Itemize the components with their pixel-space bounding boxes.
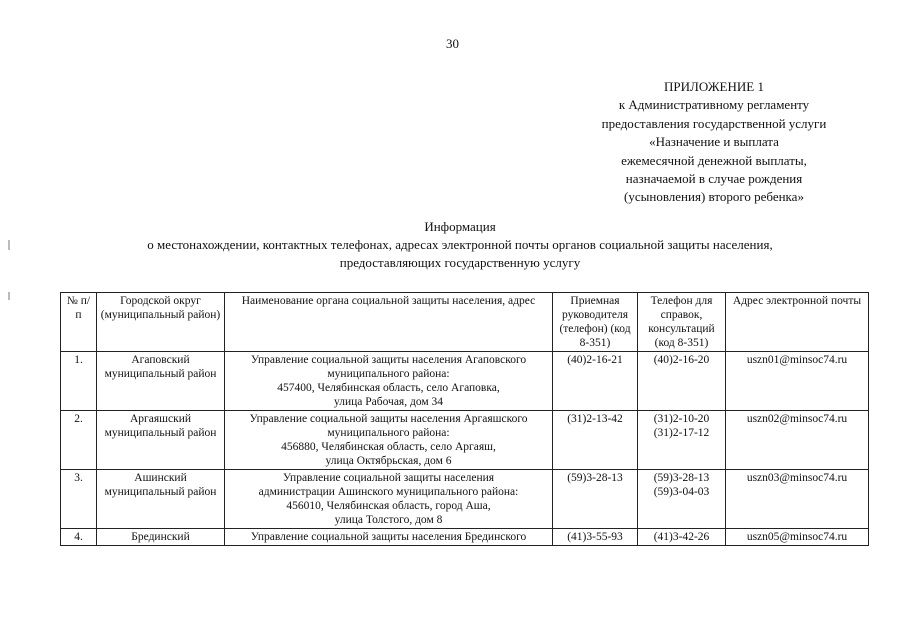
row-email: uszn03@minsoc74.ru xyxy=(726,470,869,529)
row-district: Аргаяшский муниципальный район xyxy=(97,411,225,470)
table-row xyxy=(61,470,869,529)
phone-line: (59)3-28-13 xyxy=(653,472,710,484)
heading-subtitle: предоставляющих государственную услугу xyxy=(339,255,581,270)
appendix-line: ежемесячной денежной выплаты, xyxy=(621,152,807,168)
table-row xyxy=(61,352,869,411)
org-line: Управление социальной защиты населения Агаповского xyxy=(250,354,527,366)
heading-subtitle: о местонахождении, контактных телефонах, адресах электронной почты органов социальной защиты населения, xyxy=(147,237,773,252)
header-info-phone: Телефон для справок, консультаций (код 8-351) xyxy=(638,293,726,352)
row-district: Агаповский муниципальный район xyxy=(97,352,225,411)
header-email: Адрес электронной почты xyxy=(726,293,869,352)
phone-line: (40)2-16-20 xyxy=(653,354,710,366)
org-line: муниципального района: xyxy=(327,368,450,380)
row-organization xyxy=(225,352,553,411)
row-num: 1. xyxy=(61,352,97,411)
row-info-phone xyxy=(638,411,726,470)
row-reception-phone: (41)3-55-93 xyxy=(553,529,638,546)
table-header-row xyxy=(61,293,869,352)
org-line: Управление социальной защиты населения Брединского xyxy=(250,531,527,543)
heading-title: Информация xyxy=(424,219,496,234)
row-num: 4. xyxy=(61,529,97,546)
scan-artifact xyxy=(8,240,10,250)
row-info-phone xyxy=(638,352,726,411)
appendix-line: (усыновления) второго ребенка» xyxy=(624,189,804,205)
row-organization xyxy=(225,411,553,470)
table-row xyxy=(61,411,869,470)
org-line: муниципального района: xyxy=(327,427,450,439)
org-line: улица Рабочая, дом 34 xyxy=(333,396,444,408)
row-organization xyxy=(225,529,553,546)
org-line: Управление социальной защиты населения xyxy=(282,472,495,484)
org-line: 456010, Челябинская область, город Аша, xyxy=(286,500,491,512)
header-district: Городской округ (муниципальный район) xyxy=(97,293,225,352)
org-line: 457400, Челябинская область, село Агаповка, xyxy=(277,382,500,394)
row-email: uszn01@minsoc74.ru xyxy=(726,352,869,411)
appendix-line: предоставления государственной услуги xyxy=(601,115,827,131)
document-heading xyxy=(40,218,880,272)
header-reception-phone: Приемная руководителя (телефон) (код 8-351) xyxy=(553,293,638,352)
org-line: 456880, Челябинская область, село Аргаяш, xyxy=(281,441,496,453)
row-info-phone xyxy=(638,529,726,546)
row-district: Брединский xyxy=(97,529,225,546)
appendix-block xyxy=(560,78,868,207)
phone-line: (31)2-10-20 xyxy=(653,413,710,425)
row-reception-phone: (40)2-16-21 xyxy=(553,352,638,411)
page-number: 30 xyxy=(446,36,459,51)
phone-line: (31)2-17-12 xyxy=(653,427,710,439)
appendix-line: к Административному регламенту xyxy=(618,97,810,113)
header-organization: Наименование органа социальной защиты населения, адрес xyxy=(225,293,553,352)
org-line: улица Толстого, дом 8 xyxy=(334,514,443,526)
row-organization xyxy=(225,470,553,529)
row-info-phone xyxy=(638,470,726,529)
appendix-line: назначаемой в случае рождения xyxy=(625,171,803,187)
org-line: улица Октябрьская, дом 6 xyxy=(325,455,452,467)
row-reception-phone: (59)3-28-13 xyxy=(553,470,638,529)
phone-line: (41)3-42-26 xyxy=(653,531,710,543)
social-protection-table xyxy=(60,292,869,546)
phone-line: (59)3-04-03 xyxy=(653,486,710,498)
appendix-title: ПРИЛОЖЕНИЕ 1 xyxy=(664,79,764,94)
table-row xyxy=(61,529,869,546)
header-num: № п/п xyxy=(61,293,97,352)
row-email: uszn02@minsoc74.ru xyxy=(726,411,869,470)
row-reception-phone: (31)2-13-42 xyxy=(553,411,638,470)
org-line: администрации Ашинского муниципального района: xyxy=(258,486,519,498)
row-num: 3. xyxy=(61,470,97,529)
org-line: Управление социальной защиты населения Аргаяшского xyxy=(249,413,528,425)
row-num: 2. xyxy=(61,411,97,470)
row-email: uszn05@minsoc74.ru xyxy=(726,529,869,546)
scan-artifact xyxy=(8,292,10,300)
row-district: Ашинский муниципальный район xyxy=(97,470,225,529)
appendix-line: «Назначение и выплата xyxy=(649,134,779,150)
